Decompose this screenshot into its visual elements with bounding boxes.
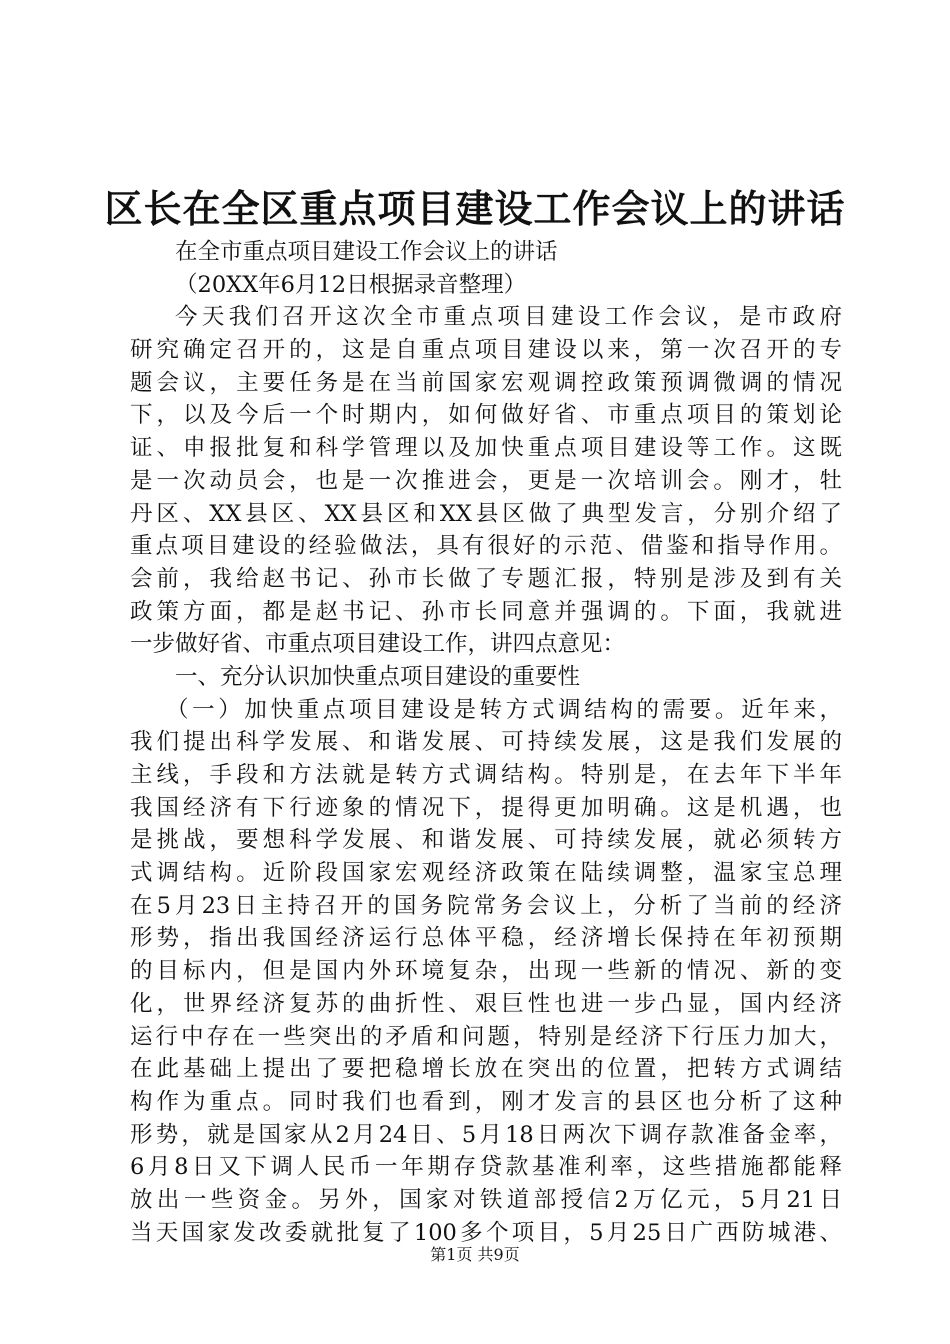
paragraph-line: 是一次动员会，也是一次推进会，更是一次培训会。刚才，牡 [130,467,842,494]
paragraph-line: 题会议，主要任务是在当前国家宏观调控政策预调微调的情况 [130,369,842,396]
paragraph-line: 会前，我给赵书记、孙市长做了专题汇报，特别是涉及到有关 [130,565,842,592]
paragraph-line: 式调结构。近阶段国家宏观经济政策在陆续调整，温家宝总理 [130,860,842,887]
paragraph-line: 形势，就是国家从2月24日、5月18日两次下调存款准备金率， [130,1121,842,1148]
paragraph-line: 政策方面，都是赵书记、孙市长同意并强调的。下面，我就进 [130,598,842,625]
paragraph-line: 丹区、XX县区、XX县区和XX县区做了典型发言，分别介绍了 [130,500,842,527]
paragraph-line: 下，以及今后一个时期内，如何做好省、市重点项目的策划论 [130,402,842,429]
date-note-line: （20XX年6月12日根据录音整理） [175,271,527,298]
paragraph-line: 在此基础上提出了要把稳增长放在突出的位置，把转方式调结 [130,1056,842,1083]
paragraph-line: 我国经济有下行迹象的情况下，提得更加明确。这是机遇，也 [130,794,842,821]
paragraph-line: 放出一些资金。另外，国家对铁道部授信2万亿元，5月21日 [130,1186,842,1213]
paragraph-line: 形势，指出我国经济运行总体平稳，经济增长保持在年初预期 [130,925,842,952]
page-number-footer: 第1页 共9页 [430,1245,520,1264]
document-title: 区长在全区重点项目建设工作会议上的讲话 [104,186,846,231]
paragraph-line: 研究确定召开的，这是自重点项目建设以来，第一次召开的专 [130,337,842,364]
paragraph-line: 构作为重点。同时我们也看到，刚才发言的县区也分析了这种 [130,1088,842,1115]
paragraph-line: 的目标内，但是国内外环境复杂，出现一些新的情况、新的变 [130,958,842,985]
paragraph-line: （一）加快重点项目建设是转方式调结构的需要。近年来， [166,696,842,723]
section-heading: 一、充分认识加快重点项目建设的重要性 [175,663,581,690]
paragraph-line: 我们提出科学发展、和谐发展、可持续发展，这是我们发展的 [130,729,842,756]
paragraph-line: 重点项目建设的经验做法，具有很好的示范、借鉴和指导作用。 [130,533,842,560]
paragraph-line: 是挑战，要想科学发展、和谐发展、可持续发展，就必须转方 [130,827,842,854]
paragraph-line: 当天国家发改委就批复了100多个项目，5月25日广西防城港、 [130,1219,842,1246]
paragraph-line: 化，世界经济复苏的曲折性、艰巨性也进一步凸显，国内经济 [130,990,842,1017]
paragraph-line: 6月8日又下调人民币一年期存贷款基准利率，这些措施都能释 [130,1154,842,1181]
paragraph-line: 在5月23日主持召开的国务院常务会议上，分析了当前的经济 [130,892,842,919]
document-body [130,236,842,1249]
paragraph-line: 运行中存在一些突出的矛盾和问题，特别是经济下行压力加大， [130,1023,842,1050]
paragraph-line: 一步做好省、市重点项目建设工作，讲四点意见： [130,631,626,658]
paragraph-line: 今天我们召开这次全市重点项目建设工作会议，是市政府 [175,304,842,331]
paragraph-line: 证、申报批复和科学管理以及加快重点项目建设等工作。这既 [130,435,842,462]
paragraph-line: 主线，手段和方法就是转方式调结构。特别是，在去年下半年 [130,762,842,788]
subtitle-line: 在全市重点项目建设工作会议上的讲话 [175,239,558,265]
